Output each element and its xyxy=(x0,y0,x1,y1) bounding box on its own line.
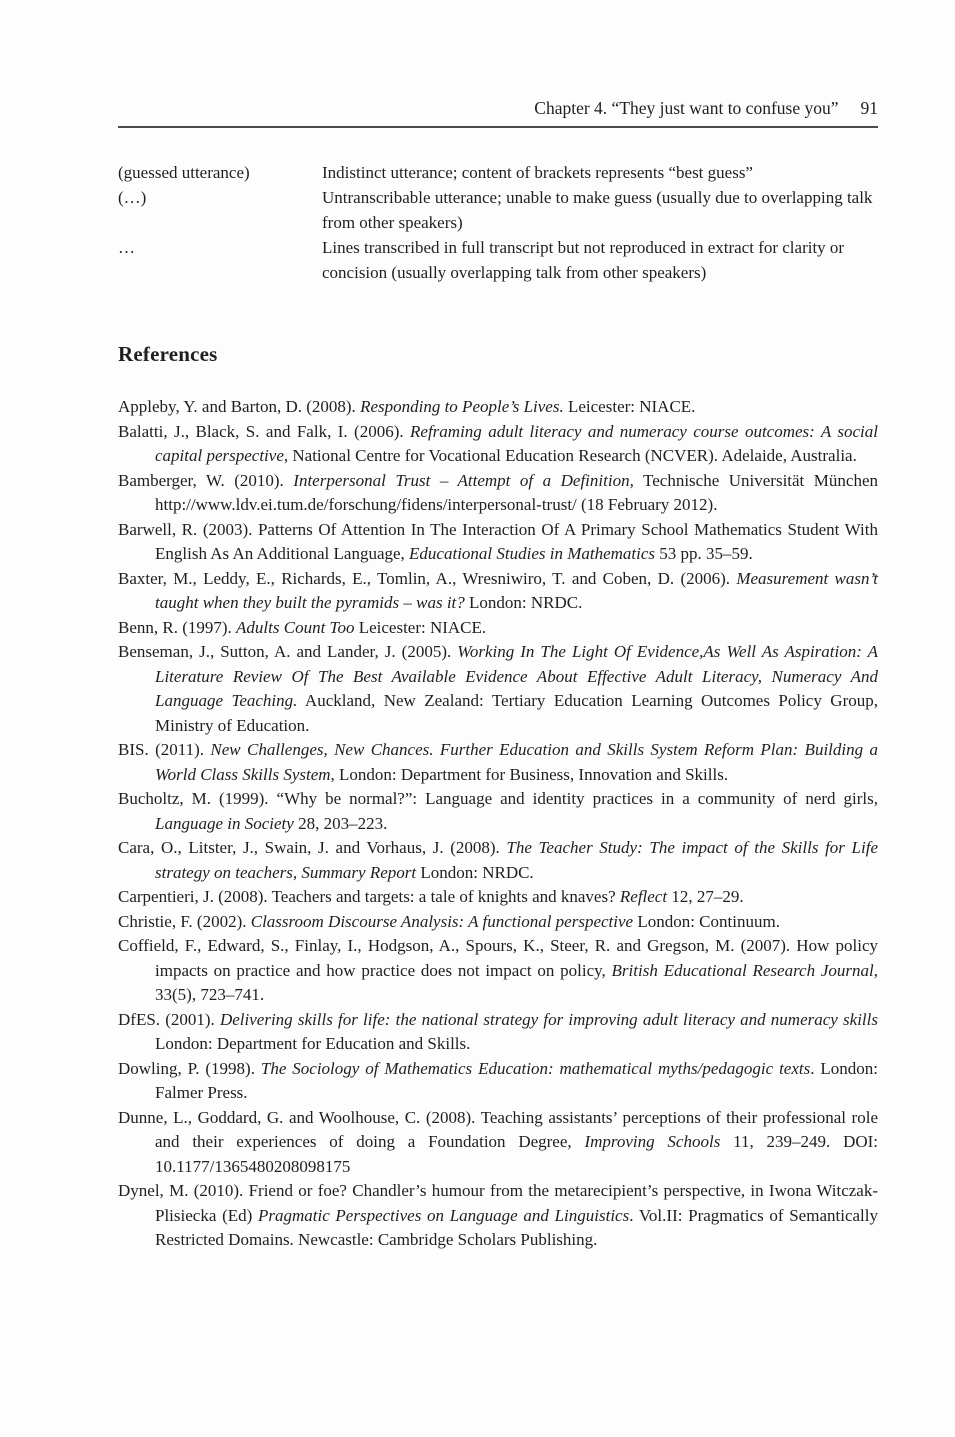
reference-text: 53 pp. 35–59. xyxy=(655,544,753,563)
reference-text: Balatti, J., Black, S. and Falk, I. (2006). xyxy=(118,421,411,441)
reference-text: Bucholtz, M. (1999). “Why be normal?”: Language and identity practices in a community of nerd girls, xyxy=(118,789,878,808)
reference-italic-title: Interpersonal Trust – Attempt of a Definition, xyxy=(293,470,634,490)
reference-entry xyxy=(118,1106,878,1180)
reference-text: Cara, O., Litster, J., Swain, J. and Vorhaus, J. (2008). xyxy=(118,838,507,857)
reference-entry xyxy=(118,469,878,518)
reference-entry xyxy=(118,885,878,910)
header-rule xyxy=(118,126,878,128)
reference-entry xyxy=(118,836,878,885)
reference-text: Leicester: NIACE. xyxy=(354,617,487,637)
reference-text: Carpentieri, J. (2008). Teachers and targets: a tale of knights and knaves? xyxy=(118,887,620,906)
transcription-legend xyxy=(118,160,878,285)
reference-italic-title: Improving Schools xyxy=(584,1132,721,1151)
legend-description: Indistinct utterance; content of brackets represents “best guess” xyxy=(322,163,753,182)
reference-text: Appleby, Y. and Barton, D. (2008). xyxy=(118,397,361,416)
reference-italic-title: Pragmatic Perspectives on Language and Linguistics xyxy=(257,1205,630,1225)
reference-text: Benn, R. (1997). xyxy=(118,617,237,637)
legend-description: Lines transcribed in full transcript but not reproduced in extract for clarity or concision (usually overlapping talk from other speakers) xyxy=(322,238,845,282)
reference-text: London: NRDC. xyxy=(464,593,583,612)
reference-entry xyxy=(118,395,878,420)
legend-row xyxy=(118,185,878,235)
reference-italic-title: Reframing adult literacy and numeracy course outcomes: A social capital perspective xyxy=(155,421,878,465)
reference-text: Coffield, F., Edward, S., Finlay, I., Hodgson, A., Spours, K., Steer, R. and Gregson, M. (2007). How policy impacts on practice and how practice does not impact on policy, xyxy=(118,936,878,980)
reference-text: 28, 203–223. xyxy=(293,813,388,833)
reference-entry xyxy=(118,567,878,616)
reference-italic-title: Classroom Discourse Analysis: A functional perspective xyxy=(250,911,634,931)
reference-text: Dynel, M. (2010). Friend or foe? Chandler’s humour from the metarecipient’s perspective, in Iwona Witczak-Plisiecka (Ed) xyxy=(118,1181,878,1225)
reference-entry xyxy=(118,420,878,469)
reference-italic-title: Working In The Light Of Evidence,As Well As Aspiration: A Literature Review Of The Best Available Evidence About Effective Adult Literacy, Numeracy And Language Teaching. xyxy=(155,642,878,710)
reference-text: 11, 239–249. DOI: 10.1177/1365480208098175 xyxy=(155,1132,879,1176)
reference-text: . Vol.II: Pragmatics of Semantically Restricted Domains. Newcastle: Cambridge Scholars Publishing. xyxy=(155,1205,878,1249)
chapter-running-head: Chapter 4. “They just want to confuse you” xyxy=(534,98,839,118)
reference-entry xyxy=(118,1057,878,1106)
reference-text: Leicester: NIACE. xyxy=(563,397,696,416)
legend-row xyxy=(118,160,878,185)
references-heading: References xyxy=(118,342,218,366)
reference-text: London: Continuum. xyxy=(633,911,780,931)
reference-text: 12, 27–29. xyxy=(667,887,744,906)
reference-entry xyxy=(118,1179,878,1253)
legend-row xyxy=(118,235,878,285)
page-content xyxy=(118,0,878,1253)
legend-symbol: … xyxy=(118,238,135,257)
reference-text: DfES. (2001). xyxy=(118,1009,220,1029)
reference-italic-title: Educational Studies in Mathematics xyxy=(409,544,656,563)
legend-description: Untranscribable utterance; unable to make guess (usually due to overlapping talk from other speakers) xyxy=(322,188,873,232)
page-number: 91 xyxy=(860,98,878,118)
reference-entry xyxy=(118,738,878,787)
references-list xyxy=(118,395,878,1253)
reference-text: . London: Falmer Press. xyxy=(155,1058,878,1102)
reference-italic-title: Responding to People’s Lives. xyxy=(360,397,564,416)
reference-text: Baxter, M., Leddy, E., Richards, E., Tomlin, A., Wresniwiro, T. and Coben, D. (2006). xyxy=(118,568,737,588)
reference-entry xyxy=(118,910,878,935)
reference-entry xyxy=(118,1008,878,1057)
reference-text: , National Centre for Vocational Education Research (NCVER). Adelaide, Australia. xyxy=(283,446,857,465)
reference-italic-title: The Teacher Study: The impact of the Skills for Life strategy on teachers, Summary Report xyxy=(155,838,878,882)
reference-text: Bamberger, W. (2010). xyxy=(118,470,294,490)
reference-italic-title: The Sociology of Mathematics Education: mathematical myths/pedagogic texts xyxy=(260,1058,811,1078)
reference-entry xyxy=(118,640,878,738)
reference-italic-title: British Educational Research Journal xyxy=(611,960,874,980)
reference-entry xyxy=(118,934,878,1008)
reference-entry xyxy=(118,787,878,836)
reference-text: Benseman, J., Sutton, A. and Lander, J. (2005). xyxy=(118,642,458,661)
reference-text: Christie, F. (2002). xyxy=(118,911,251,931)
legend-symbol: (…) xyxy=(118,188,147,207)
reference-text: Barwell, R. (2003). Patterns Of Attention In The Interaction Of A Primary School Mathematics Student With English As An Additional Language, xyxy=(118,519,878,563)
reference-entry xyxy=(118,616,878,641)
page-header xyxy=(118,97,878,119)
reference-italic-title: Measurement wasn’t taught when they built the pyramids – was it? xyxy=(155,568,879,612)
legend-symbol: (guessed utterance) xyxy=(118,163,250,182)
reference-text: Technische Universität München http://www.ldv.ei.tum.de/forschung/fidens/interpersonal-trust/ (18 February 2012). xyxy=(155,470,878,514)
reference-text: Dowling, P. (1998). xyxy=(118,1058,261,1078)
reference-text: Dunne, L., Goddard, G. and Woolhouse, C. (2008). Teaching assistants’ perceptions of their professional role and their experiences of doing a Foundation Degree, xyxy=(118,1107,878,1151)
reference-text: London: Department for Education and Skills. xyxy=(155,1034,471,1053)
reference-italic-title: Reflect xyxy=(619,887,668,906)
reference-text: , 33(5), 723–741. xyxy=(155,960,879,1004)
reference-text: London: NRDC. xyxy=(416,862,534,882)
reference-entry xyxy=(118,518,878,567)
reference-text: BIS. (2011). xyxy=(118,740,211,759)
reference-italic-title: Adults Count Too xyxy=(236,617,355,637)
reference-italic-title: Delivering skills for life: the national strategy for improving adult literacy and numeracy skills xyxy=(219,1009,878,1029)
reference-italic-title: New Challenges, New Chances. Further Education and Skills System Reform Plan: Building a World Class Skills System xyxy=(155,740,878,784)
reference-italic-title: Language in Society xyxy=(155,813,294,833)
reference-text: Auckland, New Zealand: Tertiary Education Learning Outcomes Policy Group, Ministry of Education. xyxy=(155,691,878,735)
reference-text: , London: Department for Business, Innovation and Skills. xyxy=(330,764,729,784)
